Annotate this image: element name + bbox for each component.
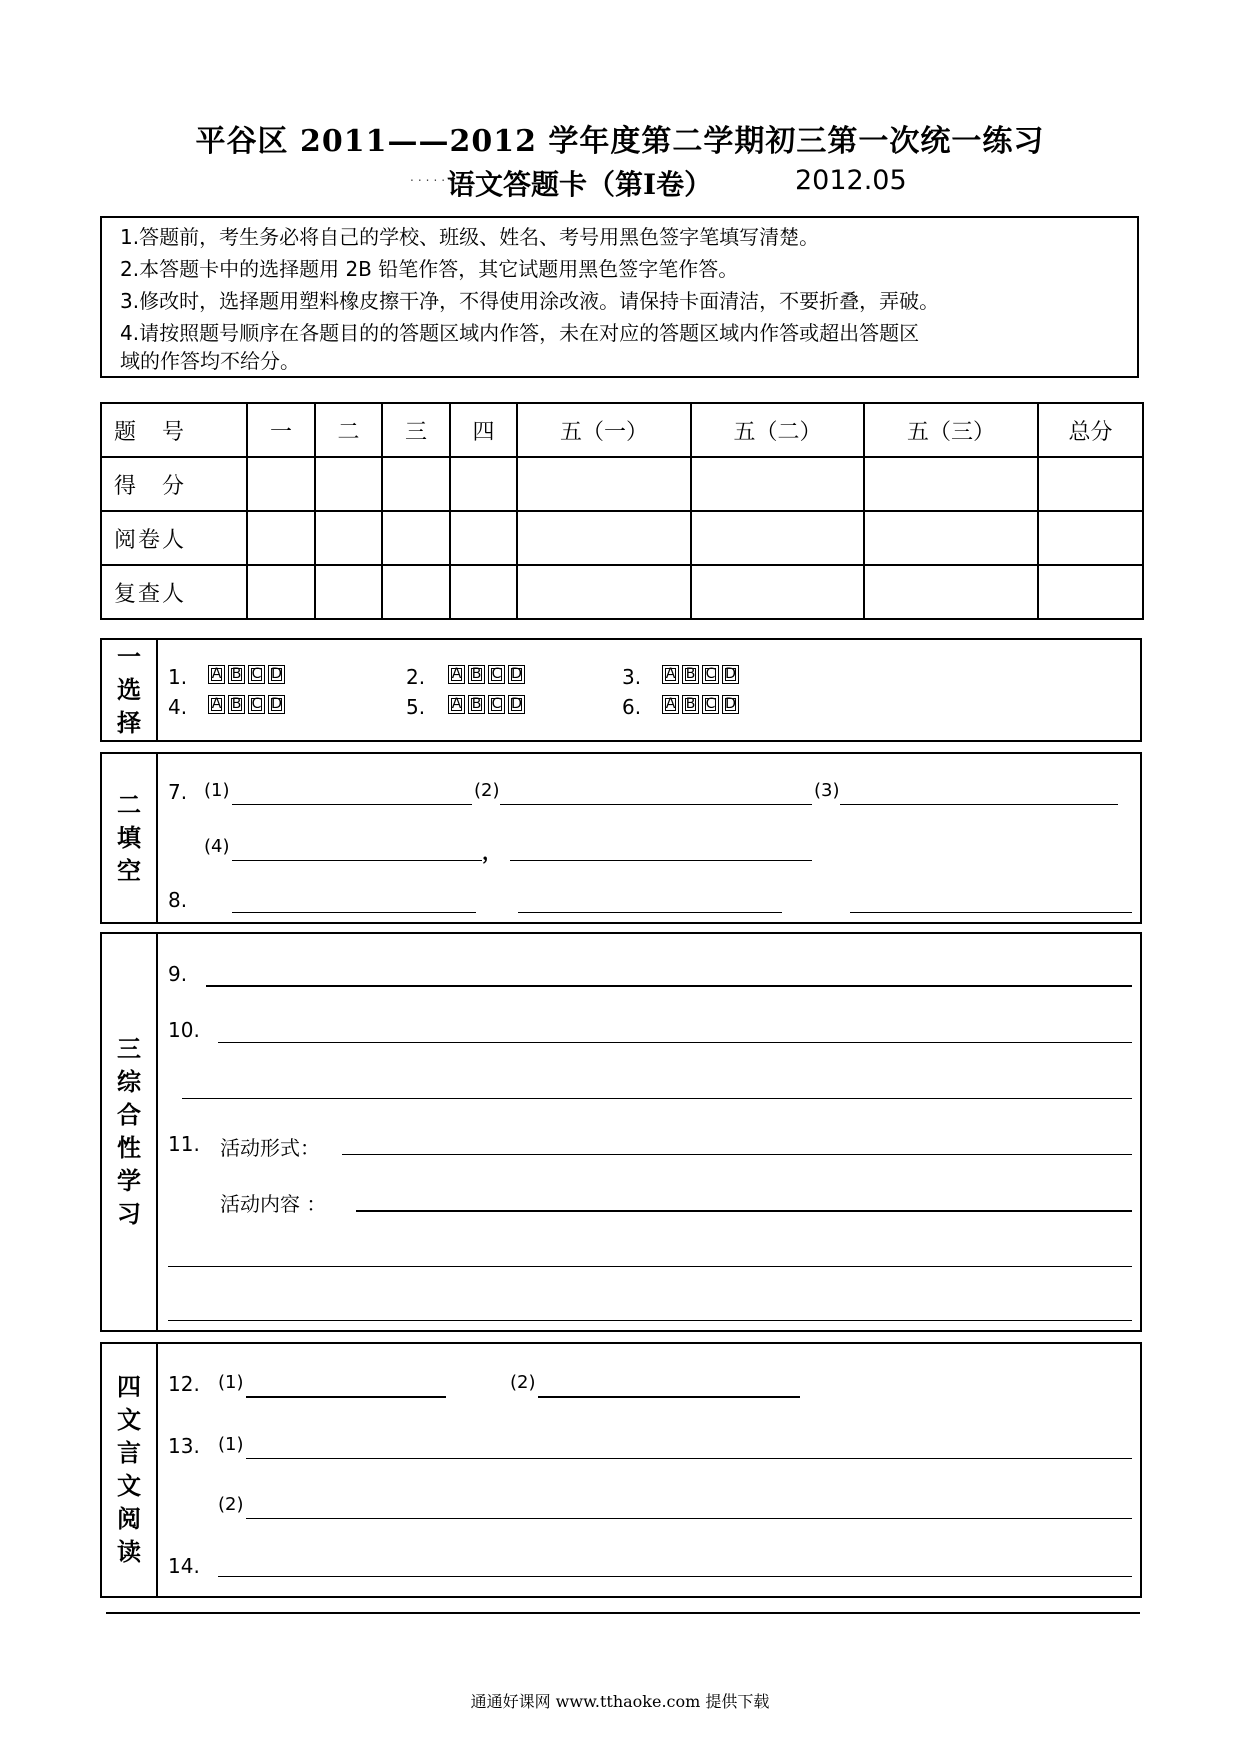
option-a[interactable]: A: [662, 665, 679, 684]
score-table: [100, 402, 1144, 620]
answer-line-q13-2[interactable]: [246, 1518, 1132, 1519]
reviewer-cell[interactable]: [315, 565, 382, 619]
section-label-char: 空: [117, 856, 141, 885]
comma: ，: [482, 840, 502, 864]
page-subtitle: 语文答题卡（第Ⅰ卷）: [447, 168, 713, 201]
header-cell: 五（一）: [517, 403, 691, 457]
answer-line-q8-2[interactable]: [518, 912, 782, 913]
option-a[interactable]: A: [662, 695, 679, 714]
option-d[interactable]: D: [268, 665, 285, 684]
section-label-char: 三: [117, 1035, 141, 1063]
option-c[interactable]: C: [488, 665, 505, 684]
option-d[interactable]: D: [268, 695, 285, 714]
question-number: 12.: [168, 1372, 200, 1396]
footer-text: 通通好课网 www.tthaoke.com 提供下载: [470, 1692, 770, 1711]
answer-line-q11-content-2[interactable]: [168, 1266, 1132, 1267]
answer-line-q7-4a[interactable]: [232, 860, 482, 861]
row-label: 复查人: [101, 565, 247, 619]
reviewer-row: [101, 565, 1143, 619]
activity-content-label: 活动内容 ：: [220, 1192, 327, 1216]
header-cell: 一: [247, 403, 315, 457]
section-label-char: 综: [117, 1068, 141, 1096]
section-label: [102, 640, 158, 740]
answer-line-q7-4b[interactable]: [510, 860, 812, 861]
score-cell[interactable]: [247, 457, 315, 511]
question-number: 10.: [168, 1018, 200, 1042]
score-cell[interactable]: [1038, 457, 1143, 511]
answer-options-q2[interactable]: [448, 665, 525, 684]
question-number: 14.: [168, 1554, 200, 1578]
section-label-char: 阅: [117, 1505, 141, 1533]
part-label: (2): [510, 1372, 536, 1393]
header-cell: 总分: [1038, 403, 1143, 457]
option-b[interactable]: B: [228, 695, 245, 714]
part-label: (1): [218, 1372, 244, 1393]
part-label: (3): [814, 780, 840, 801]
option-d[interactable]: D: [722, 665, 739, 684]
part-label: (2): [474, 780, 500, 801]
answer-line-q8-3[interactable]: [850, 912, 1132, 913]
section-label-char: 填: [117, 823, 141, 852]
reviewer-cell[interactable]: [1038, 565, 1143, 619]
section-label-char: 性: [117, 1134, 141, 1162]
option-b[interactable]: B: [682, 665, 699, 684]
answer-line-q7-1[interactable]: [232, 804, 472, 805]
instructions-box: [100, 216, 1139, 378]
answer-line-q11-content-1[interactable]: [356, 1210, 1132, 1212]
part-label: (1): [218, 1434, 244, 1455]
question-number: 5.: [406, 695, 426, 719]
grader-cell[interactable]: [382, 511, 450, 565]
option-c[interactable]: C: [702, 665, 719, 684]
grader-cell[interactable]: [247, 511, 315, 565]
header-cell: 题 号: [101, 403, 247, 457]
reviewer-cell[interactable]: [864, 565, 1038, 619]
question-number: 13.: [168, 1434, 200, 1458]
section-label-char: 二: [117, 790, 141, 819]
section-integrated: [100, 932, 1142, 1332]
option-d[interactable]: D: [508, 695, 525, 714]
section-label-char: 选: [117, 675, 141, 704]
header-cell: 五（三）: [864, 403, 1038, 457]
instruction-line: 域的作答均不给分。: [120, 349, 300, 373]
question-number: 9.: [168, 962, 188, 986]
section-label-char: 学: [117, 1167, 141, 1195]
reviewer-cell[interactable]: [382, 565, 450, 619]
option-d[interactable]: D: [722, 695, 739, 714]
score-cell[interactable]: [517, 457, 691, 511]
answer-line-q7-2[interactable]: [500, 804, 812, 805]
answer-line-q10-2[interactable]: [182, 1098, 1132, 1099]
score-row: [101, 457, 1143, 511]
question-number: 8.: [168, 888, 188, 912]
part-label: (1): [204, 780, 230, 801]
section-label: [102, 754, 158, 922]
answer-line-q11-content-3[interactable]: [168, 1320, 1132, 1321]
score-table-header-row: [101, 403, 1143, 457]
reviewer-cell[interactable]: [450, 565, 517, 619]
answer-line-q9[interactable]: [206, 985, 1132, 987]
answer-line-q7-3[interactable]: [840, 804, 1118, 805]
option-c[interactable]: C: [488, 695, 505, 714]
option-c[interactable]: C: [702, 695, 719, 714]
section-label: [102, 1344, 158, 1596]
answer-line-q11-form[interactable]: [342, 1154, 1132, 1155]
option-b[interactable]: B: [468, 665, 485, 684]
exam-date: 2012.05: [795, 165, 907, 196]
answer-options-q4[interactable]: [208, 695, 285, 714]
row-label: 阅卷人: [101, 511, 247, 565]
header-cell: 三: [382, 403, 450, 457]
instruction-line: 2.本答题卡中的选择题用 2B 铅笔作答，其它试题用黑色签字笔作答。: [120, 257, 739, 281]
section-choice: [100, 638, 1142, 742]
answer-line-q12-1[interactable]: [246, 1396, 446, 1398]
grader-cell[interactable]: [450, 511, 517, 565]
header-cell: 四: [450, 403, 517, 457]
part-label: (2): [218, 1494, 244, 1515]
question-number: 2.: [406, 665, 426, 689]
score-cell[interactable]: [382, 457, 450, 511]
answer-options-q5[interactable]: [448, 695, 525, 714]
instruction-line: 1.答题前，考生务必将自己的学校、班级、姓名、考号用黑色签字笔填写清楚。: [120, 225, 820, 249]
question-number: 3.: [622, 665, 642, 689]
option-c[interactable]: C: [248, 695, 265, 714]
header-cell: 五（二）: [691, 403, 864, 457]
answer-line-q12-2[interactable]: [538, 1396, 800, 1398]
grader-cell[interactable]: [864, 511, 1038, 565]
score-cell[interactable]: [315, 457, 382, 511]
option-b[interactable]: B: [228, 665, 245, 684]
section-label-char: 文: [117, 1472, 141, 1500]
option-a[interactable]: A: [448, 695, 465, 714]
answer-options-q6[interactable]: [662, 695, 739, 714]
section-classical-reading: [100, 1342, 1142, 1598]
section-label: [102, 934, 158, 1330]
subtitle-dots: ......: [410, 170, 457, 184]
section-label-char: 择: [117, 708, 141, 737]
question-number: 7.: [168, 780, 188, 804]
answer-line-q8-1[interactable]: [232, 912, 476, 913]
page-title: 平谷区 2011——2012 学年度第二学期初三第一次统一练习: [195, 124, 1045, 159]
grader-cell[interactable]: [517, 511, 691, 565]
section-label-char: 四: [117, 1373, 141, 1401]
grader-cell[interactable]: [691, 511, 864, 565]
section-fill-blank: [100, 752, 1142, 924]
grader-row: [101, 511, 1143, 565]
question-number: 11.: [168, 1132, 200, 1156]
section-label-char: 读: [117, 1538, 141, 1566]
question-number: 1.: [168, 665, 188, 689]
score-cell[interactable]: [691, 457, 864, 511]
answer-options-q1[interactable]: [208, 665, 285, 684]
row-label: 得 分: [101, 457, 247, 511]
grader-cell[interactable]: [1038, 511, 1143, 565]
option-a[interactable]: A: [448, 665, 465, 684]
grader-cell[interactable]: [315, 511, 382, 565]
section-label-char: 文: [117, 1406, 141, 1434]
answer-line-q14[interactable]: [218, 1576, 1132, 1577]
part-label: (4): [204, 836, 230, 857]
activity-form-label: 活动形式：: [220, 1136, 320, 1160]
bottom-divider: [106, 1612, 1140, 1614]
instruction-line: 3.修改时，选择题用塑料橡皮擦干净，不得使用涂改液。请保持卡面清洁，不要折叠，弄破。: [120, 289, 940, 313]
option-c[interactable]: C: [248, 665, 265, 684]
score-cell[interactable]: [864, 457, 1038, 511]
reviewer-cell[interactable]: [247, 565, 315, 619]
option-b[interactable]: B: [468, 695, 485, 714]
section-label-char: 一: [117, 642, 141, 671]
question-number: 6.: [622, 695, 642, 719]
answer-line-q10-1[interactable]: [218, 1042, 1132, 1043]
answer-options-q3[interactable]: [662, 665, 739, 684]
option-a[interactable]: A: [208, 695, 225, 714]
reviewer-cell[interactable]: [691, 565, 864, 619]
section-label-char: 习: [117, 1200, 141, 1228]
score-cell[interactable]: [450, 457, 517, 511]
answer-line-q13-1[interactable]: [246, 1458, 1132, 1459]
section-label-char: 合: [117, 1101, 141, 1129]
option-b[interactable]: B: [682, 695, 699, 714]
section-label-char: 言: [117, 1439, 141, 1467]
option-a[interactable]: A: [208, 665, 225, 684]
option-d[interactable]: D: [508, 665, 525, 684]
question-number: 4.: [168, 695, 188, 719]
header-cell: 二: [315, 403, 382, 457]
reviewer-cell[interactable]: [517, 565, 691, 619]
instruction-line: 4.请按照题号顺序在各题目的的答题区域内作答，未在对应的答题区域内作答或超出答题区: [120, 321, 920, 345]
